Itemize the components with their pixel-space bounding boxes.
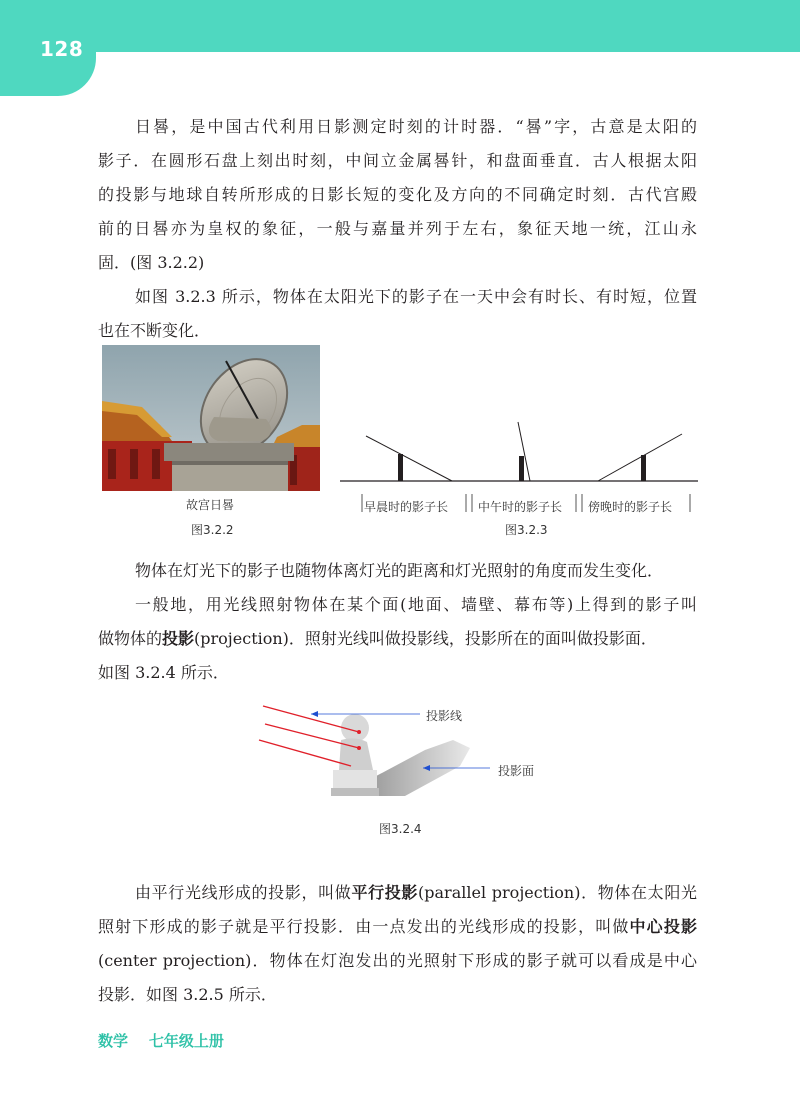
page-number: 128 — [40, 37, 84, 61]
paragraph-1-line-3: 的投影与地球自转所形成的日影长短的变化及方向的不同确定时刻．古代宫殿 — [98, 185, 697, 204]
shadow-diagram-labels — [360, 492, 698, 516]
paragraph-4-line-2 — [98, 630, 657, 648]
projection-illustration — [255, 700, 545, 805]
paragraph-5-line-1 — [135, 884, 697, 902]
paragraph-1-line-5: 固．(图 3.2.2) — [98, 253, 205, 272]
sundial-photo — [102, 345, 320, 491]
paragraph-5-line-1-post: (parallel projection)．物体在太阳光 — [418, 883, 697, 902]
paragraph-4-line-1: 一般地，用光线照射物体在某个面(地面、墙壁、幕布等)上得到的影子叫 — [135, 595, 697, 614]
paragraph-5-line-1-pre: 由平行光线形成的投影，叫做 — [135, 883, 352, 902]
projection-plane-label: 投影面 — [498, 764, 535, 778]
paragraph-2-line-1: 如图 3.2.3 所示，物体在太阳光下的影子在一天中会有时长、有时短，位置 — [135, 287, 697, 306]
term-center-projection: 中心投影 — [629, 917, 697, 936]
figure-3-2-2-photo-caption: 故宫日晷 — [186, 498, 235, 512]
noon-shadow-label: 中午时的影子长 — [478, 500, 563, 514]
projection-line-label: 投影线 — [426, 709, 463, 723]
noon-pole — [519, 456, 524, 481]
shadow-diagram-drawing — [340, 420, 700, 490]
paragraph-1-line-4: 前的日晷亦为皇权的象征，一般与嘉量并列于左右，象征天地一统，江山永 — [98, 219, 697, 238]
footer-book-title: 数学 七年级上册 — [98, 1032, 224, 1050]
paragraph-3-line-1: 物体在灯光下的影子也随物体离灯光的距离和灯光照射的角度而发生变化． — [135, 561, 664, 580]
paragraph-5-line-4: 投影．如图 3.2.5 所示． — [98, 985, 277, 1004]
paragraph-5-line-2-pre: 照射下形成的影子就是平行投影．由一点发出的光线形成的投影，叫做 — [98, 917, 630, 936]
figure-3-2-2-label: 图3.2.2 — [191, 523, 234, 537]
paragraph-1-line-1: 日晷，是中国古代利用日影测定时刻的计时器．“晷”字，古意是太阳的 — [135, 117, 697, 136]
paragraph-4-line-2-pre: 做物体的 — [98, 629, 163, 648]
paragraph-4-line-2-post: (projection)．照射光线叫做投影线，投影所在的面叫做投影面． — [194, 629, 657, 648]
projection-illustration-drawing — [255, 700, 545, 805]
evening-sun-ray — [598, 434, 682, 481]
morning-shadow-label: 早晨时的影子长 — [364, 500, 449, 514]
figure-3-2-3-label: 图3.2.3 — [505, 523, 548, 537]
paragraph-5-line-2 — [98, 918, 697, 936]
sundial-photo-image — [102, 345, 320, 491]
term-projection: 投影 — [162, 629, 195, 648]
label-brackets — [360, 492, 698, 516]
paragraph-2-line-2: 也在不断变化． — [98, 321, 211, 340]
paragraph-1-line-2: 影子．在圆形石盘上刻出时刻，中间立金属晷针，和盘面垂直．古人根据太阳 — [98, 151, 697, 170]
evening-shadow-label: 傍晚时的影子长 — [588, 500, 673, 514]
header-band — [0, 0, 800, 52]
shadow-diagram — [340, 420, 700, 490]
paragraph-5-line-3: (center projection)．物体在灯泡发出的光照射下形成的影子就可以看成是中心 — [98, 951, 697, 970]
evening-pole — [641, 455, 646, 481]
morning-pole — [398, 454, 403, 481]
figure-3-2-4-label: 图3.2.4 — [379, 822, 422, 836]
projection-ray-3 — [259, 740, 351, 766]
paragraph-4-line-3: 如图 3.2.4 所示． — [98, 663, 229, 682]
morning-sun-ray — [366, 436, 452, 481]
term-parallel-projection: 平行投影 — [351, 883, 419, 902]
